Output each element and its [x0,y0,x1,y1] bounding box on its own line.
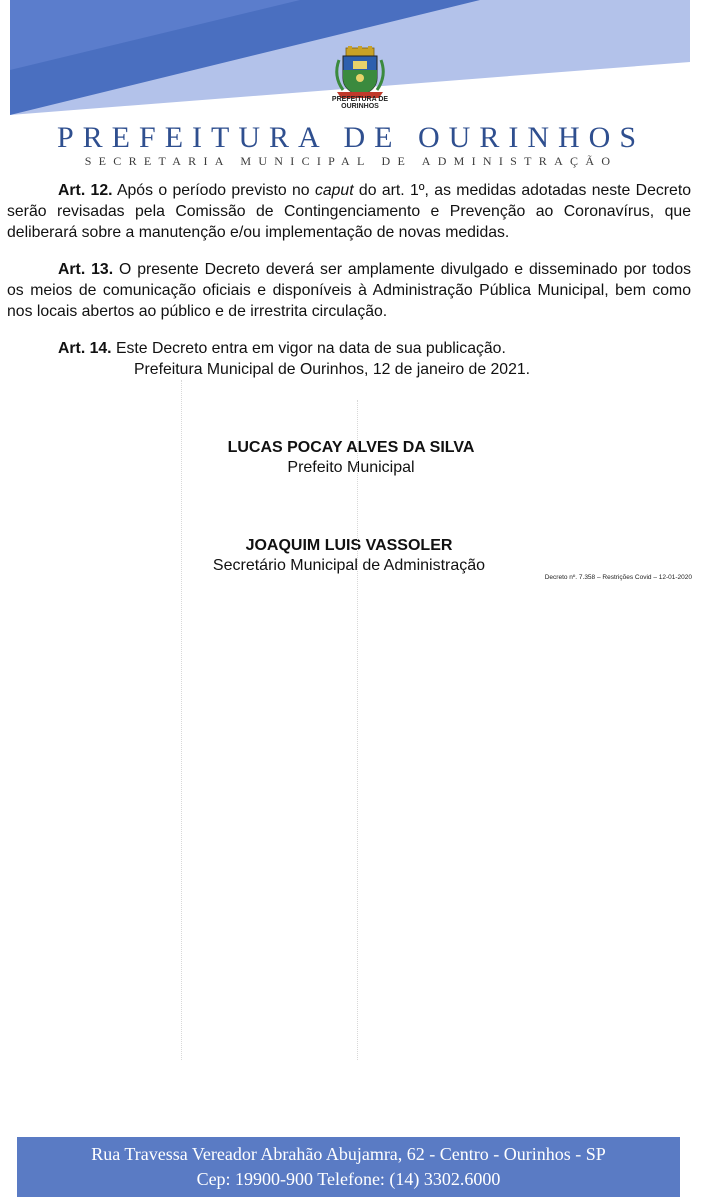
document-body [7,180,691,380]
footer-bar [17,1137,680,1197]
article-14-label: Art. 14. [58,340,112,357]
footer-address: Rua Travessa Vereador Abrahão Abujamra, 62 - Centro - Ourinhos - SP [91,1144,606,1164]
signature-block-secretary [0,536,700,576]
article-12 [7,180,691,243]
dateline: Prefeitura Municipal de Ourinhos, 12 de janeiro de 2021. [134,361,531,378]
article-12-emphasis: caput [314,182,354,199]
article-12-label: Art. 12. [58,182,113,199]
organization-title: PREFEITURA DE OURINHOS [56,121,646,154]
signatory-name: LUCAS POCAY ALVES DA SILVA [227,439,475,456]
article-13-label: Art. 13. [58,261,114,278]
article-14-text: Este Decreto entra em vigor na data de sua publicação. [111,340,506,357]
crest-caption-line2: OURINHOS [341,103,379,110]
article-13-text: O presente Decreto deverá ser amplamente divulgado e disseminado por todos os meios de comunicação oficiais e disponíveis à Administração Pública Municipal, bem como nos locais abertos ao público e de irrestrita circulação. [7,261,692,320]
scan-artifact-line [357,400,359,1060]
organization-subtitle: SECRETARIA MUNICIPAL DE ADMINISTRAÇÃO [84,154,618,168]
crest-caption [326,96,394,110]
signatory-role: Prefeito Municipal [287,459,415,476]
signatory-role: Secretário Municipal de Administração [212,557,486,574]
scan-artifact-line [181,380,183,1060]
crest-caption-line1: PREFEITURA DE [331,96,389,103]
article-12-text-before: Após o período previsto no [112,182,315,199]
decree-reference: Decreto nº. 7.358 – Restrições Covid – 12-01-2020 [544,574,692,581]
article-14 [7,338,691,359]
signatory-name: JOAQUIM LUIS VASSOLER [245,537,453,554]
article-12-text-after: do art. 1º, as medidas adotadas neste Decreto serão revisadas pela Comissão de Contingenciamento e Prevenção ao Coronavírus, que deliberará sobre a manutenção e/ou implementação de novas medidas. [7,182,691,241]
signature-block-mayor [0,438,702,478]
article-13 [7,259,691,322]
footer-contact: Cep: 19900-900 Telefone: (14) 3302.6000 [196,1169,501,1189]
